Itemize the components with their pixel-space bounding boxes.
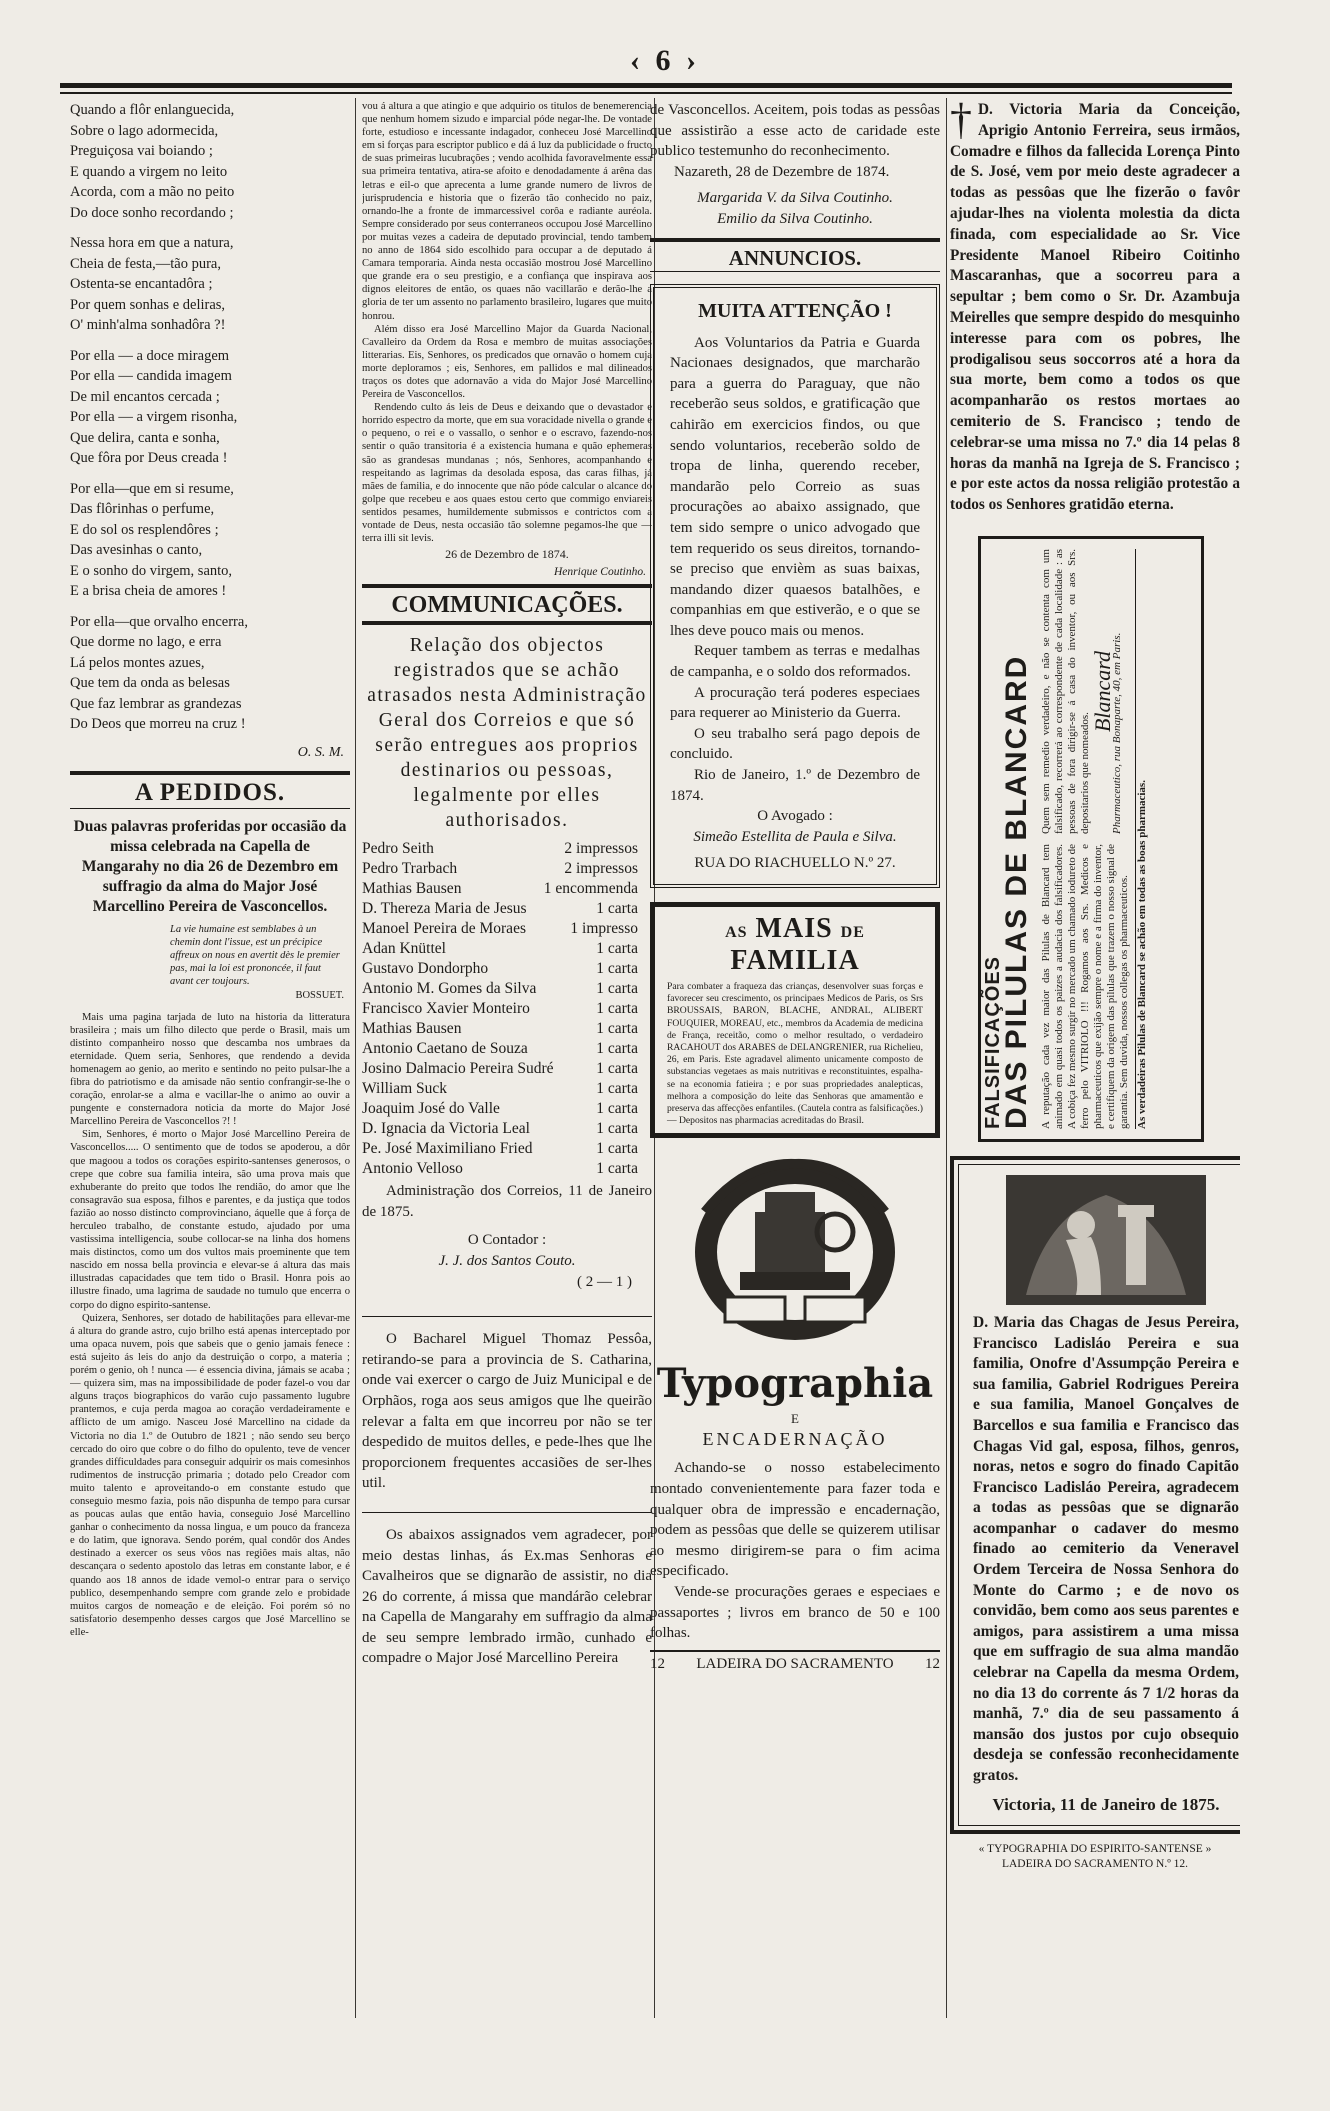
poem-line: Do Deos que morreu na cruz ! xyxy=(70,716,246,732)
poem-line: Sobre o lago adormecida, xyxy=(70,122,219,139)
signature: Margarida V. da Silva Coutinho. xyxy=(697,190,893,207)
list-item xyxy=(362,879,652,899)
poem-line: E a brisa cheia de amores ! xyxy=(70,583,227,599)
section-header-communicacoes: COMMUNICAÇÕES. xyxy=(362,584,652,625)
item-quantity: 2 impressos xyxy=(564,860,638,878)
poem-line: Acorda, com a mão no peito xyxy=(70,184,235,200)
recipient-name: Gustavo Dondorpho xyxy=(362,960,489,978)
ad-title: Typographia xyxy=(656,1360,934,1408)
article-title: Duas palavras proferidas por occasião da missa celebrada na Capella de Mangarahy no dia 26 de Dezembro em suffragio da alma do Major José Marcellino Pereira de Vasconcellos. xyxy=(73,817,347,915)
cross-icon: † xyxy=(950,100,972,144)
item-quantity: 1 carta xyxy=(596,980,638,998)
poem-line: Que fôra por Deus creada ! xyxy=(70,450,228,466)
item-quantity: 1 carta xyxy=(596,900,638,918)
item-quantity: 2 impressos xyxy=(564,840,638,858)
relacao-title: Relação dos objectos registrados que se achão atrasados nesta Administração Geral dos Correios e que só serão entregues aos proprios destinarios ou pessoas, legalmente por elles authorisados. xyxy=(367,635,647,832)
recipient-name: Antonio Caetano de Souza xyxy=(362,1040,528,1058)
recipient-name: Pe. José Maximiliano Fried xyxy=(362,1140,533,1158)
notice-paragraph: O Bacharel Miguel Thomaz Pessôa, retirando-se para a provincia de S. Catharina, onde vai exercer o cargo de Juiz Municipal e de Orphãos, roga aos seus amigos que lhe queirão relevar a falta em que incorreu por não se ter despedido de muitos delles, e pede-lhes que lhe proporcionem frequentes accasiões de ser-lhes util. xyxy=(362,1316,652,1494)
poem-line: E o sonho do virgem, santo, xyxy=(70,562,233,579)
blancard-signature: Blancard xyxy=(1090,650,1115,732)
item-quantity: 1 encommenda xyxy=(543,880,638,898)
poem-stanza xyxy=(70,479,350,602)
poem-stanza xyxy=(70,233,350,336)
list-item xyxy=(362,959,652,979)
ad-paragraph: Para combater a fraqueza das crianças, desenvolver suas forças e favorecer seu crescimento, os principaes Medicos de Paris, os Srs BROUSSAIS, BARON, BLACHE, ANDRAL, ALIBERT FOUQUIER, MOREAU, etc., membros da Academia de medicina de França, receitão, como o melhor resultado, o verdadeiro RACAHOUT dos ARABES de DELANGRENIER, rua Richelieu, 26, em Paris. Este agradavel alimento unicamente composto de substancias vegetaes as mais nutritivas e reconstituintes, espalha-se na economia fatieira ; e por suas propriedades analepticas, melhora a composição do leite das Senhoras que amamentão e preserva das affecções enfantiles. (Cautela contra as falsificações.) — Depositos nas pharmacias acreditadas do Brasil. xyxy=(667,981,923,1127)
item-quantity: 1 carta xyxy=(596,1140,638,1158)
item-quantity: 1 carta xyxy=(596,940,638,958)
item-quantity: 1 carta xyxy=(596,960,638,978)
item-quantity: 1 carta xyxy=(596,1100,638,1118)
article-author: Henrique Coutinho. xyxy=(554,566,646,579)
column-divider xyxy=(946,98,947,2018)
poem-line: E do sol os resplendôres ; xyxy=(70,521,219,538)
recipient-name: Manoel Pereira de Moraes xyxy=(362,920,526,938)
poem-stanza xyxy=(70,612,350,735)
ad-signer: Simeão Estellita de Paula e Silva. xyxy=(693,828,897,845)
epigraph: La vie humaine est semblabes à un chemin dont l'issue, est un précipice affreux on nous en avertit dès le premier pas, mai la loi est prononcée, il faut avant cer toujours. xyxy=(170,923,340,987)
obituary-notice xyxy=(950,100,1240,516)
list-item xyxy=(362,1039,652,1059)
column-4 xyxy=(950,100,1240,1872)
column-2 xyxy=(362,100,652,1669)
article-date: 26 de Dezembro de 1874. xyxy=(445,547,569,562)
printing-press-illustration xyxy=(650,1152,940,1352)
list-item xyxy=(362,1099,652,1119)
poem-line: Cheia de festa,—tão pura, xyxy=(70,255,221,272)
list-item xyxy=(362,1079,652,1099)
notice-paragraph: Os abaixos assignados vem agradecer, por meio destas linhas, ás Ex.mas Senhoras e Cavalheiros que se dignarão de assistir, no dia 26 do corrente, á missa que mandárão celebrar na Capella de Mangarahy em suffragio da alma de seu sempre lembrado irmão, cunhado e compadre o Major José Marcellino Pereira xyxy=(362,1512,652,1669)
article-date: Nazareth, 28 de Dezembre de 1874. xyxy=(674,163,890,180)
ad-blancard xyxy=(978,536,1204,1142)
recipient-name: Josino Dalmacio Pereira Sudré xyxy=(362,1060,554,1078)
poem-line: Por quem sonhas e deliras, xyxy=(70,296,226,313)
item-quantity: 1 impresso xyxy=(570,920,638,938)
recipient-name: Antonio Velloso xyxy=(362,1160,463,1178)
ad-address: RUA DO RIACHUELLO N.º 27. xyxy=(694,855,896,872)
poem-line: Que tem da onda as belesas xyxy=(70,675,230,691)
top-rule xyxy=(60,83,1232,88)
ad-subtitle: ENCADERNAÇÃO xyxy=(702,1429,888,1450)
top-rule-thin xyxy=(60,92,1232,94)
recipient-name: Antonio M. Gomes da Silva xyxy=(362,980,537,998)
ad-paragraph: A procuração terá poderes especiaes para requerer ao Ministerio da Guerra. xyxy=(670,684,920,722)
column-3 xyxy=(650,100,940,1673)
printing-press-icon xyxy=(685,1152,905,1352)
ad-paragraph: Aos Voluntarios da Patria e Guarda Nacionaes designados, que marcharão para a guerra do Paraguay, que não receberão seus soldos, e gratificação que cahirão em exercicios findos, ou que sendo voluntarios, receberão soldo de tropa de linha, querendo receber, mandarão pelo Correio as suas procurações ao abaixo assignado, que tem sido sempre o unico advogado que tem requerido os seus direitos, tornando-se preciso que envièm as suas baixas, mandando dizer quaesos batalhões, e companhias em que estiverão, e o que se lhes deve pouco mais ou menos. xyxy=(670,334,920,639)
recipient-name: Pedro Seith xyxy=(362,840,434,858)
ad-title: DAS PILULAS DE BLANCARD xyxy=(1000,654,1033,1129)
contador-name: J. J. dos Santos Couto. xyxy=(438,1252,576,1269)
ad-title: FALSIFICAÇÕES xyxy=(982,955,1004,1129)
list-item xyxy=(362,1139,652,1159)
article-paragraph: Rendendo culto ás leis de Deus e deixando que o devastador e horrido espectro da morte, que em sua voracidade nivella o grande e o pequeno, o rei e o vassallo, o senhor e o escravo, fazendo-nos sentir o quão transitoria é a existencia humana e quão ephemeras são as grandesas mundanas ; nós, Senhores, acompanhando e respeitando as lagrimas da desolada esposa, das caras filhas, já mães de familia, e do innocente que não póde calcular o alcance do golpe que recebeu e aos quaes estou certo que commigo enviareis sentidos pesames, humildemente submissos e contrictos com a vontade de Deus, nesta occasião tão solemne pegamos-lhe que — terra illi sit levis. xyxy=(362,402,652,545)
ad-paragraph: Achando-se o nosso estabelecimento montado convenientemente para fazer toda e qualquer obra de impressão e encadernação, podem as pessôas que delle se quizerem utilisar ao mesmo dirigirem-se para o fim acima especificado. xyxy=(650,1460,940,1580)
poem-stanza xyxy=(70,346,350,469)
ad-address: Pharmaceutico, rua Bonaparte, 40, em Paris. xyxy=(1111,632,1123,834)
recipient-name: D. Thereza Maria de Jesus xyxy=(362,900,527,918)
poem-line: Das avesinhas o canto, xyxy=(70,542,203,558)
ad-footer: As verdadeiras Pilulas de Blancard se achão em todas as boas pharmacias. xyxy=(1135,549,1149,1129)
article-paragraph: de Vasconcellos. Aceitem, pois todas as pessôas que assistirão a esse acto de caridade este publico testemunho do reconhecimento. xyxy=(650,102,940,160)
list-item xyxy=(362,859,652,879)
list-item xyxy=(362,1119,652,1139)
ad-paragraph: Vende-se procurações geraes e especiaes e passaportes ; livros em branco de 50 e 100 folhas. xyxy=(650,1584,940,1642)
list-item xyxy=(362,999,652,1019)
recipient-name: Mathias Bausen xyxy=(362,880,462,898)
notice-reference: ( 2 — 1 ) xyxy=(577,1273,632,1290)
signature: Emilio da Silva Coutinho. xyxy=(717,210,873,227)
poem-line: Ostenta-se encantadôra ; xyxy=(70,276,213,292)
ad-subtitle: E xyxy=(791,1411,799,1427)
item-quantity: 1 carta xyxy=(596,1040,638,1058)
poem-line: Por ella — candida imagem xyxy=(70,368,232,384)
poem-line: Por ella—que orvalho encerra, xyxy=(70,613,248,630)
item-quantity: 1 carta xyxy=(596,1080,638,1098)
ad-footer: 12 LADEIRA DO SACRAMENTO 12 xyxy=(650,1650,940,1673)
poem-line: Que delira, canta e sonha, xyxy=(70,429,220,446)
registered-items-list xyxy=(362,839,652,1179)
article-paragraph: Quizera, Senhores, ser dotado de habilitações para ellevar-me á altura do grande astro, cujo brilho está apenas interceptado por uma opaca nuvem, pois que sabeis que o genio jamais fenece : está sujeito ás leis do anjo da destruição o corpo, a materia ; porém o genio, oh ! nunca — é essencia divina, jámais se acaba ; — quizera sim, mas na impossibilidade de poder fazel-o vou dar alguns traços biographicos do varão cujo passamento lugubre prantemos, e cuja perda magoa ao coração verdadeiramente e afflicto de um amigo. Nasceu José Marcellino na cidade da Victoria no dia 1.º de Outubro de 1821 ; não sendo seu berço cercado do oiro que cobre o do filho do opulento, teve de vencer grandes difficuldades para conseguir adquirir os mais comesinhos rudimentos de instrucção primaria ; dotado pelo Creador com muito talento e aproveitando-o em constante estudo que conseguio mesmo fazia, pois não dispunha de tempo para cursar as poucas aulas que então havia, conseguio José Marcellino ganhar o conhecimento da nossa lingua, e um pouco da franceza e do latim, que ignorava. Sendo porém, qual condôr dos Andes destinado a exercer os seus vôos nas regiões mais altas, não descançara o sedento apostolo das letras em constante labor, e é quando aos 18 annos de idade vemol-o entrar para o serviço publico, desempenhando sempre com grande zelo e probidade muitos cargos de nomeação e de eleição. Foi porém só no satisfatorio desempenho desses cargos que José Marcellino se elle- xyxy=(70,1312,350,1638)
poem-stanza xyxy=(70,100,350,223)
recipient-name: Adan Knüttel xyxy=(362,940,446,958)
obituary-date: Victoria, 11 de Janeiro de 1875. xyxy=(992,1794,1220,1814)
poem-line: Das flôrinhas o perfume, xyxy=(70,501,215,517)
obituary-text: D. Victoria Maria da Conceição, Aprigio Antonio Ferreira, seus irmãos, Comadre e filhos da fallecida Lorença Pinto de S. José, vem por meio deste agradecer a todas as pessôas que lhe fizerão o favôr ajudar-lhes na violenta molestia da dicta finada, com especialidade ao Sr. Vice Presidente Manoel Ribeiro Coitinho Mascaranhas, que a socorreu para a sepultar ; bem como o Sr. Dr. Azambuja Meirelles que sempre despido do mesquinho interesse para com os pobres, lhe prodigalisou seus soccorros até a hora da sua morte, bem como a todos os que acompanharão os restos mortaes ao cemiterio de S. Francisco ; tendo de celebrar-se uma missa no 7.º dia 14 pelas 8 horas da manhã na Igreja de S. Francisco ; e por este actos da nossa religião protestão a todos os Senhores gratidão eterna. xyxy=(950,101,1240,514)
poem-line: E quando a virgem no leito xyxy=(70,163,228,180)
recipient-name: Francisco Xavier Monteiro xyxy=(362,1000,530,1018)
list-item xyxy=(362,1019,652,1039)
ad-date: Rio de Janeiro, 1.º de Dezembro de 1874. xyxy=(670,767,920,804)
poem-line: Por ella — a virgem risonha, xyxy=(70,409,238,425)
recipient-name: Mathias Bausen xyxy=(362,1020,462,1038)
list-item xyxy=(362,979,652,999)
ad-title: MUITA ATTENÇÃO ! xyxy=(698,299,892,322)
list-item xyxy=(362,939,652,959)
ad-role: O Avogado : xyxy=(757,808,833,825)
contador-role: O Contador : xyxy=(467,1232,547,1249)
ad-paragraph: Requer tambem as terras e medalhas de campanha, e o soldo dos reformados. xyxy=(670,643,920,681)
administration-date: Administração dos Correios, 11 de Janeiro de 1875. xyxy=(362,1183,652,1220)
epigraph-author: BOSSUET. xyxy=(295,989,344,1001)
article-paragraph: Sim, Senhores, é morto o Major José Marcellino Pereira de Vasconcellos..... O sentimento que de todos se apoderou, a dôr que magoou a todos os corações espirito-santenses generosos, o crepe que cobre sua familia inteira, são uma prova mais que exhuberante do preito que todos lhe rendião, do amor que lhe consagravão sua esposa, filhos e parentes, e da justiça que todos fazião ao nosso distincto comprovinciano, áquelle que á força de herculeo trabalho, de constante estudo, ajudado por uma vastissima intelligencia, soube collocar-se na linha dos homens mais distinctos, como um dos vultos mais proeminente que tem nascido em nossa bella provincia e elevar-se á altura das mais illustradas capacidades que tem tido o Brasil. Honra pois ao illustre finado, uma lagrima de saudade no tumulo que encerra o corpo do digno espirito-santense. xyxy=(70,1129,350,1311)
item-quantity: 1 carta xyxy=(596,1020,638,1038)
poem-line: Por ella—que em si resume, xyxy=(70,480,234,497)
ad-paragraph: O seu trabalho será pago depois de concluido. xyxy=(670,725,920,763)
item-quantity: 1 carta xyxy=(596,1060,638,1078)
recipient-name: D. Ignacia da Victoria Leal xyxy=(362,1120,530,1138)
poem-line: Que dorme no lago, e erra xyxy=(70,634,222,650)
list-item xyxy=(362,1059,652,1079)
column-1 xyxy=(70,100,350,1639)
poem-line: Preguiçosa vai boiando ; xyxy=(70,143,213,159)
article-paragraph: Mais uma pagina tarjada de luto na historia da litteratura brasileira ; mais um filho dilecto que perde o Brasil, mais um distinto companheiro nosso que descamba nos umbraes da eternidade. Quem seria, Senhores, que rendendo a devida homenagem ao genio, ao merito e sentindo no peito pulsar-lhe a fibra do patriotismo e da amisade não sentio confrangir-se-lhe o coração, enrolar-se a alma e vacillar-lhe o animo ao ouvir a pungente e consternadora noticia da morte do Major José Marcellino Pereira de Vasconcellos ?! ! xyxy=(70,1011,350,1128)
page-number: ‹ 6 › xyxy=(630,44,700,77)
section-header-annuncios: ANNUNCIOS. xyxy=(650,238,940,272)
ad-muita-attencao xyxy=(650,284,940,888)
section-header-pedidos: A PEDIDOS. xyxy=(70,771,350,809)
article-paragraph: Além disso era José Marcellino Major da Guarda Nacional, Cavalleiro da Ordem da Rosa e membro de muitas associações litterarias. Eis, Senhores, os predicados que ornavão o homem cuja morte deploramos ; eis, Senhores, em pallidos e mal dilineados traços os dotes que adornavão a vida do Major José Marcellino Pereira de Vasconcellos. xyxy=(362,323,652,401)
poem-line: Quando a flôr enlanguecida, xyxy=(70,102,235,118)
obituary-text: D. Maria das Chagas de Jesus Pereira, Francisco Ladisláo Pereira e sua familia, Onofre d'Assumpção Pereira e sua familia, Gabriel Rodrigues Pereira e sua familia, Manoel Gonçalves de Barcellos e sua familia e Francisco das Chagas Vid gal, esposa, filhos, genros, noras, netos e sogro do finado Capitão Francisco Ladisláo Pereira, agradecem a todas as pessôas que se dignarão acompanhar o cadaver do mesmo finado ao cemiterio da Veneravel Ordem Terceira de Nossa Senhora do Monte do Carmo ; e de novo os convidão, bem como aos seus parentes e amigos, para assistirem a uma missa que em suffragio de sua alma mandão celebrar na Capella da mesma Ordem, no dia 13 do corrente ás 7 1/2 horas da manhã, 7.º dia de seu passamento á mansão dos justos por cujo obsequio desdeja se confessão reconhecidamente gratos. xyxy=(973,1313,1239,1784)
poem-line: Nessa hora em que a natura, xyxy=(70,235,234,251)
poem-signature: O. S. M. xyxy=(297,744,344,760)
article-paragraph: vou á altura a que atingio e que adquirio os titulos de benemerencia que nenhum homem sizudo e imparcial póde negar-lhe. De vontade forte, estudioso e incessante indagador, conheceu José Marcellino em si forças para escriptor publico e dá á luz da publicidade o fructo de suas primeiras lucubrações ; vendo acolhida favoravelmente essa sua primeira tentativa, atira-se afoito e denodadamente á arêna das letras e eil-o que aprecenta a lume grande numero de livros de jurisprudencia e historia que o fizerão tão conhecido no paiz, ornando-lhe a fronte de immarcessivel corôa e radiante auréola. Sempre considerado por seus conterraneos occupou José Marcellino por muitas vezes a cadeira de deputado provincial, tendo tambem no anno de 1864 sido escolhido para occupar a de deputado á Camara temporaria. Ainda nesta occasião mostrou José Marcellino que grande era o seu prestigio, e a confiança que inspirava aos dignos eleitores de então, os quaes não vacillarão e derão-lhe a gloria de ter um assento no parlamento brasileiro, lugares que muito honrou. xyxy=(362,101,652,322)
imprint: « TYPOGRAPHIA DO ESPIRITO-SANTENSE » LADEIRA DO SACRAMENTO N.º 12. xyxy=(978,1842,1212,1870)
ad-paragraph: A reputação cada vez maior das Pilulas de Blancard tem animado em quasi todos os paizes a audacia dos falsificadores. A cobiça fez mesmo surgir no mercado um chamado iodureto de ferro pelo VITRIOLO !!! Rogamos aos Srs. Medicos e pharmaceuticos que exijão sempre o nome e a firma do inventor, e certifiquem da origem das pilulas que trazem o nosso signal de garantia. Sem duvida, nossos collegas os pharmaceuticos. xyxy=(1040,843,1130,1129)
recipient-name: Pedro Trarbach xyxy=(362,860,458,878)
poem-line: Por ella — a doce miragem xyxy=(70,347,230,364)
item-quantity: 1 carta xyxy=(596,1160,638,1178)
item-quantity: 1 carta xyxy=(596,1120,638,1138)
ad-blancard-rotated xyxy=(982,548,1195,1129)
list-item xyxy=(362,899,652,919)
list-item xyxy=(362,919,652,939)
mourning-illustration-icon xyxy=(1006,1175,1206,1305)
item-quantity: 1 carta xyxy=(596,1000,638,1018)
poem-line: Lá pelos montes azues, xyxy=(70,654,205,671)
column-divider xyxy=(355,98,356,2018)
poem-line: De mil encantos cercada ; xyxy=(70,388,220,405)
poem-line: Que faz lembrar as grandezas xyxy=(70,695,242,712)
poem-line: Do doce sonho recordando ; xyxy=(70,204,234,221)
recipient-name: William Suck xyxy=(362,1080,448,1098)
poem-line: O' minh'alma sonhadôra ?! xyxy=(70,317,226,333)
list-item xyxy=(362,1159,652,1179)
ad-title: AS MAIS DE FAMILIA xyxy=(725,913,865,976)
poem xyxy=(70,100,350,735)
ad-paragraph: Quem sem remedio verdadeiro, e não se contenta com um falsificado, recorrerá ao correspondente de cada localidade : as pessoas de fora dirigir-se á casa do inventor, ou aos Srs. depositarios que nomeados. xyxy=(1040,548,1091,834)
obituary-box xyxy=(950,1156,1240,1834)
list-item xyxy=(362,839,652,859)
ad-mais-de-familia xyxy=(650,902,940,1138)
recipient-name: Joaquim José do Valle xyxy=(362,1100,500,1118)
